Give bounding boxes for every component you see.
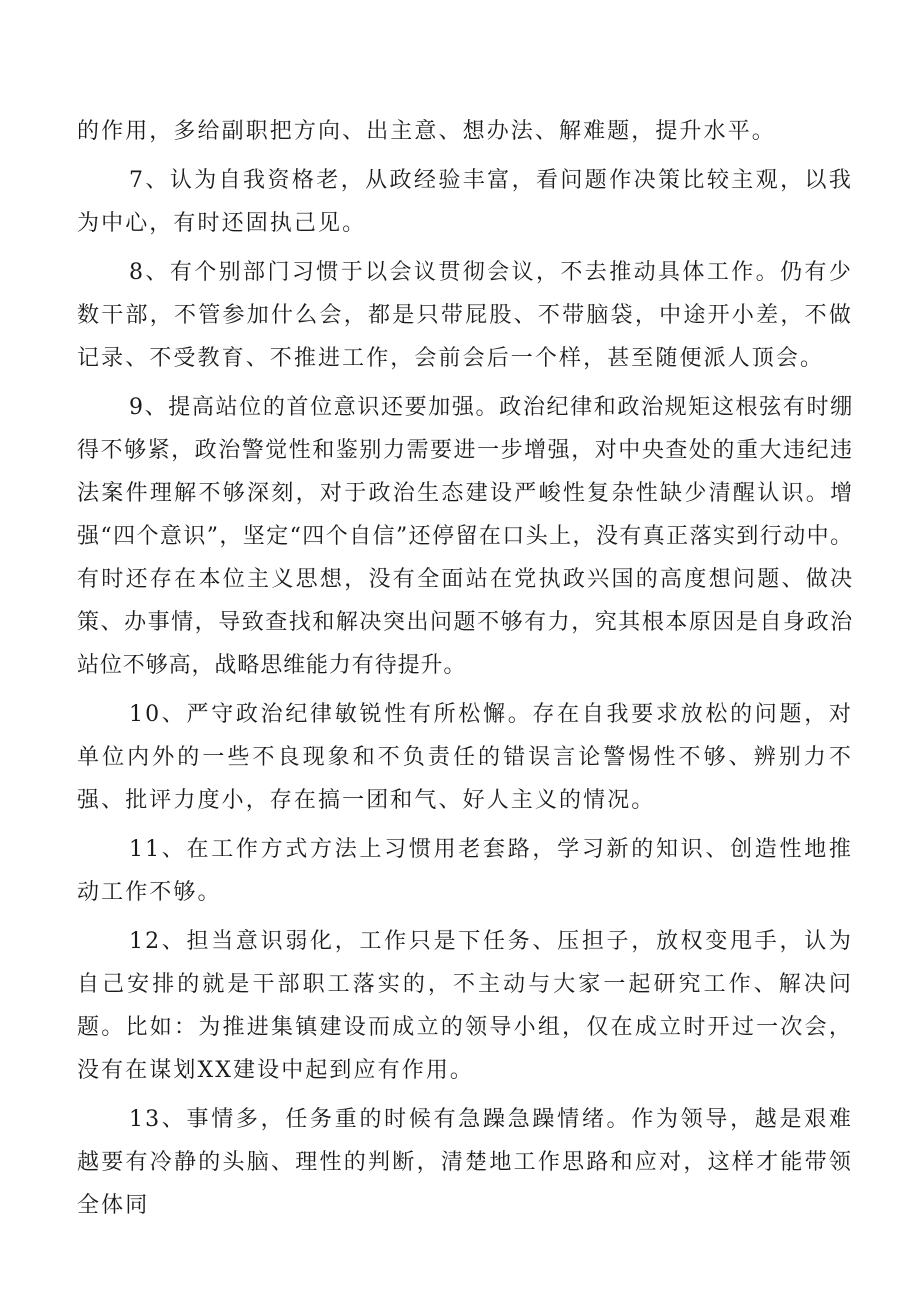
paragraph-item-11: 11、在工作方式方法上习惯用老套路，学习新的知识、创造性地推动工作不够。 — [77, 837, 853, 905]
paragraph-item-10: 10、严守政治纪律敏锐性有所松懈。存在自我要求放松的问题，对单位内外的一些不良现象和不负责任的错误言论警惕性不够、辨别力不强、批评力度小，存在搞一团和气、好人主义的情况。 — [77, 702, 853, 813]
document-body — [77, 110, 853, 1233]
paragraph-item-9: 9、提高站位的首位意识还要加强。政治纪律和政治规矩这根弦有时绷得不够紧，政治警觉性和鉴别力需要进一步增强，对中央查处的重大违纪违法案件理解不够深刻，对于政治生态建设严峻性复杂性缺少清醒认识。增强“四个意识”，坚定“四个自信”还停留在口头上，没有真正落实到行动中。有时还存在本位主义思想，没有全面站在党执政兴国的高度想问题、做决策、办事情，导致查找和解决突出问题不够有力，究其根本原因是自身政治站位不够高，战略思维能力有待提升。 — [77, 395, 853, 678]
paragraph-item-12: 12、担当意识弱化，工作只是下任务、压担子，放权变甩手，认为自己安排的就是干部职工落实的，不主动与大家一起研究工作、解决问题。比如：为推进集镇建设而成立的领导小组，仅在成立时开过一次会，没有在谋划XX建设中起到应有作用。 — [77, 929, 853, 1083]
paragraph-continuation: 的作用，多给副职把方向、出主意、想办法、解难题，提升水平。 — [77, 119, 776, 144]
paragraph-item-13: 13、事情多，任务重的时候有急躁急躁情绪。作为领导，越是艰难越要有冷静的头脑、理性的判断，清楚地工作思路和应对，这样才能带领全体同 — [77, 1107, 853, 1218]
paragraph-item-7: 7、认为自我资格老，从政经验丰富，看问题作决策比较主观，以我为中心，有时还固执己见。 — [77, 168, 853, 236]
paragraph-item-8: 8、有个别部门习惯于以会议贯彻会议，不去推动具体工作。仍有少数干部，不管参加什么会，都是只带屁股、不带脑袋，中途开小差，不做记录、不受教育、不推进工作，会前会后一个样，甚至随便派人顶会。 — [77, 260, 853, 371]
